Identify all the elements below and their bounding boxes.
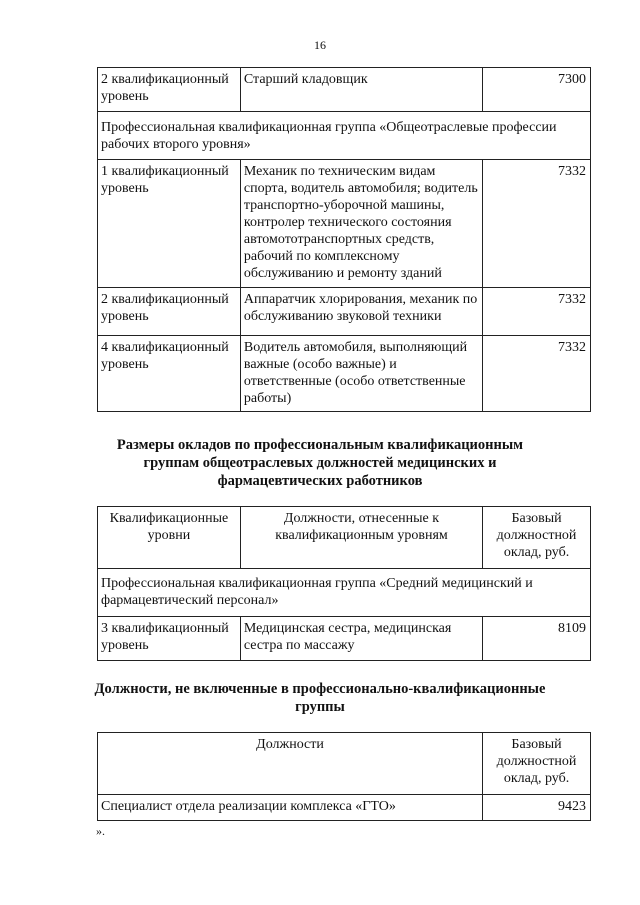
position-cell: Специалист отдела реализации комплекса «ГТО» bbox=[98, 795, 483, 821]
table-row bbox=[98, 617, 591, 661]
qualification-level-cell: 1 квалификационный уровень bbox=[98, 160, 241, 288]
group-row bbox=[98, 112, 591, 160]
section-heading-other: Должности, не включенные в профессионально-квалификационные группы bbox=[94, 681, 546, 715]
position-cell: Механик по техническим видам спорта, водитель автомобиля; водитель транспортно-уборочной машины, контролер технического состояния автомототранспортных средств, рабочий по комплексному обслуживанию и ремонту зданий bbox=[240, 160, 482, 288]
salary-table-workers bbox=[97, 67, 591, 412]
qualification-level-cell: 3 квалификационный уровень bbox=[98, 617, 241, 661]
salary-table-other bbox=[97, 732, 591, 821]
table-row bbox=[98, 288, 591, 336]
column-header-salary: Базовый должностной оклад, руб. bbox=[483, 733, 591, 795]
salary-cell: 9423 bbox=[483, 795, 591, 821]
closing-quote-mark: ». bbox=[96, 824, 105, 838]
salary-cell: 7300 bbox=[483, 68, 591, 112]
group-title-cell: Профессиональная квалификационная группа «Общеотраслевые профессии рабочих второго уровня» bbox=[98, 112, 591, 160]
position-cell: Старший кладовщик bbox=[240, 68, 482, 112]
column-header-position: Должности bbox=[98, 733, 483, 795]
position-cell: Медицинская сестра, медицинская сестра по массажу bbox=[240, 617, 482, 661]
group-title-cell: Профессиональная квалификационная группа «Средний медицинский и фармацевтический персонал» bbox=[98, 569, 591, 617]
salary-cell: 7332 bbox=[483, 160, 591, 288]
table-row bbox=[98, 160, 591, 288]
position-cell: Аппаратчик хлорирования, механик по обслуживанию звуковой техники bbox=[240, 288, 482, 336]
qualification-level-cell: 4 квалификационный уровень bbox=[98, 336, 241, 412]
qualification-level-cell: 2 квалификационный уровень bbox=[98, 288, 241, 336]
salary-cell: 8109 bbox=[483, 617, 591, 661]
qualification-level-cell: 2 квалификационный уровень bbox=[98, 68, 241, 112]
table-header-row bbox=[98, 507, 591, 569]
table-row bbox=[98, 336, 591, 412]
position-cell: Водитель автомобиля, выполняющий важные (особо важные) и ответственные (особо ответственные работы) bbox=[240, 336, 482, 412]
group-row bbox=[98, 569, 591, 617]
column-header-level: Квалификационные уровни bbox=[98, 507, 241, 569]
column-header-salary: Базовый должностной оклад, руб. bbox=[483, 507, 591, 569]
salary-cell: 7332 bbox=[483, 288, 591, 336]
page-number: 16 bbox=[314, 38, 326, 52]
table-row bbox=[98, 795, 591, 821]
table-row bbox=[98, 68, 591, 112]
salary-cell: 7332 bbox=[483, 336, 591, 412]
salary-table-medical bbox=[97, 506, 591, 661]
table-header-row bbox=[98, 733, 591, 795]
section-heading-medical: Размеры окладов по профессиональным квалификационным группам общеотраслевых должностей медицинских и фармацевтических работников bbox=[116, 437, 524, 489]
column-header-position: Должности, отнесенные к квалификационным уровням bbox=[240, 507, 482, 569]
